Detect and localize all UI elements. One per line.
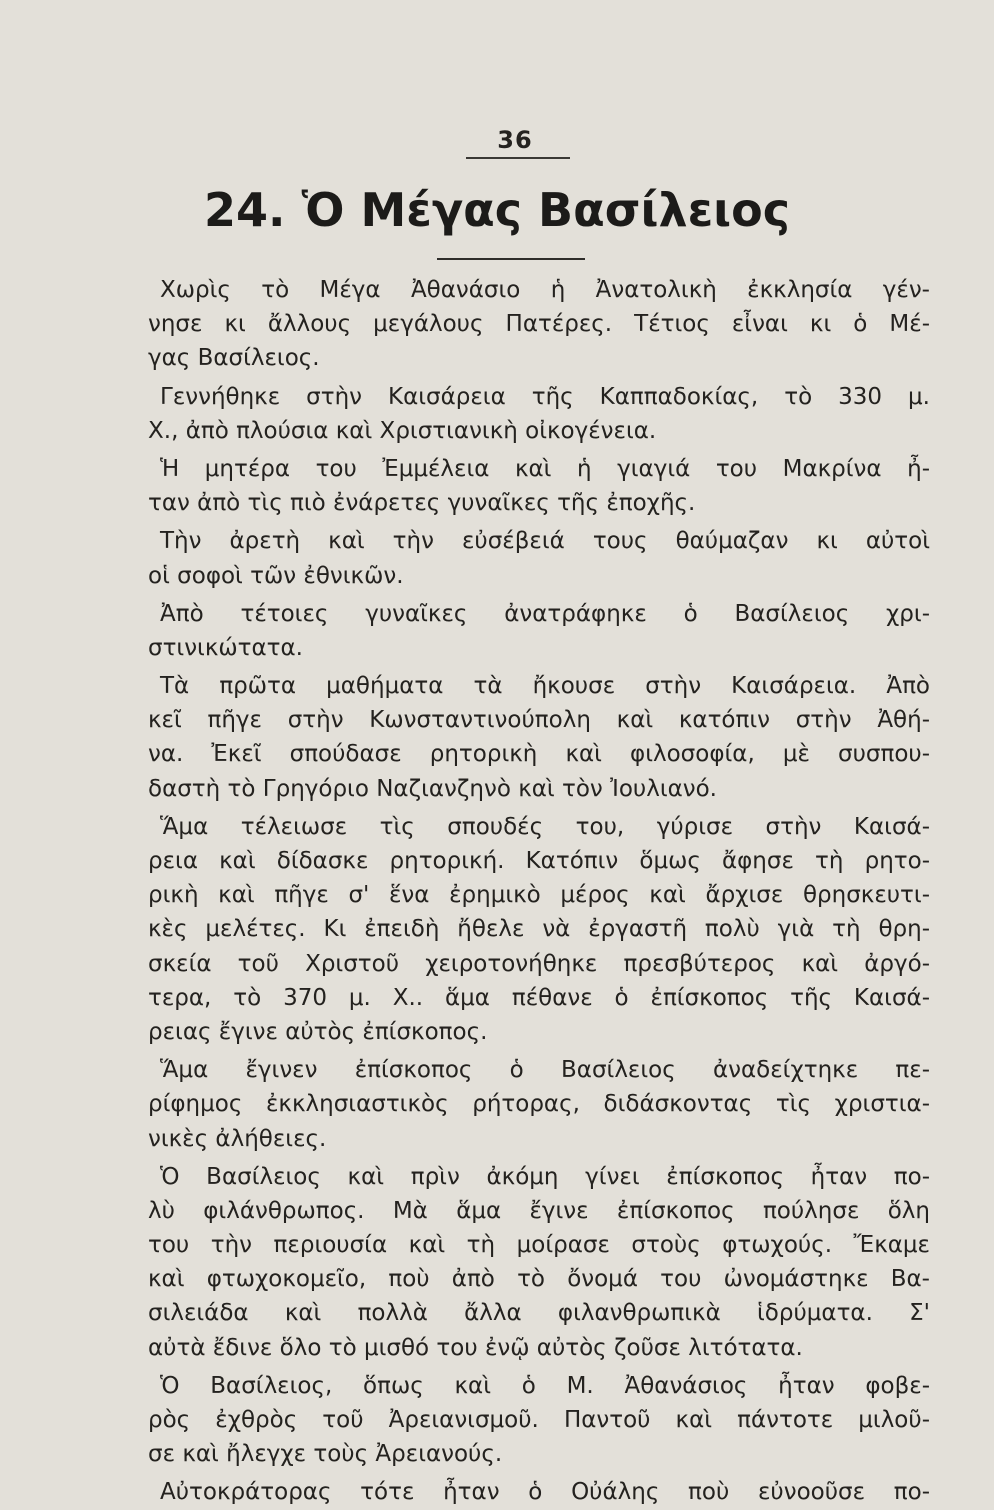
text-line: Αὐτοκράτορας τότε ἦταν ὁ Οὐάλης ποὺ εὐνοοῦσε πο- — [160, 1479, 930, 1506]
paragraph — [148, 1053, 930, 1156]
paragraph — [148, 1369, 930, 1472]
text-line: Ἀπὸ τέτοιες γυναῖκες ἀνατράφηκε ὁ Βασίλειος χρι- — [160, 600, 930, 627]
text-line: ρειας ἔγινε αὐτὸς ἐπίσκοπος. — [148, 1018, 488, 1045]
text-line: σε καὶ ἤλεγχε τοὺς Ἀρειανούς. — [148, 1441, 503, 1468]
paragraph — [148, 810, 930, 1049]
text-line: ρικὴ καὶ πῆγε σ' ἕνα ἐρημικὸ μέρος καὶ ἄρχισε θρησκευτι- — [148, 882, 930, 909]
text-line: κὲς μελέτες. Κι ἐπειδὴ ἤθελε νὰ ἐργαστῆ πολὺ γιὰ τὴ θρη- — [148, 916, 930, 943]
paragraph — [148, 524, 930, 592]
text-line: ταν ἀπὸ τὶς πιὸ ἐνάρετες γυναῖκες τῆς ἐποχῆς. — [148, 490, 696, 517]
text-line: Ἅμα ἔγινεν ἐπίσκοπος ὁ Βασίλειος ἀναδείχτηκε πε- — [160, 1057, 930, 1084]
text-line: λὺ φιλάνθρωπος. Μὰ ἅμα ἔγινε ἐπίσκοπος πούλησε ὅλη — [148, 1197, 930, 1224]
text-line: Γεννήθηκε στὴν Καισάρεια τῆς Καππαδοκίας, τὸ 330 μ. — [160, 383, 930, 410]
text-line: ρεια καὶ δίδασκε ρητορική. Κατόπιν ὅμως ἄφησε τὴ ρητο- — [148, 848, 930, 874]
page-number: 36 — [497, 126, 533, 154]
text-line: ρίφημος ἐκκλησιαστικὸς ρήτορας, διδάσκοντας τὶς χριστια- — [148, 1091, 930, 1118]
text-line: του τὴν περιουσία καὶ τὴ μοίρασε στοὺς φτωχούς. Ἔκαμε — [148, 1232, 930, 1259]
text-line: στινικώτατα. — [148, 634, 303, 661]
text-line: Χωρὶς τὸ Μέγα Ἀθανάσιο ἡ Ἀνατολικὴ ἐκκλησία γέν- — [160, 277, 930, 303]
text-line: ρὸς ἐχθρὸς τοῦ Ἀρειανισμοῦ. Παντοῦ καὶ πάντοτε μιλοῦ- — [148, 1407, 930, 1433]
text-line: καὶ φτωχοκομεῖο, ποὺ ἀπὸ τὸ ὄνομά του ὠνομάστηκε Βα- — [148, 1266, 930, 1293]
paragraph — [148, 669, 930, 806]
paragraph — [148, 273, 930, 376]
title-rule — [437, 258, 585, 260]
paragraph — [148, 452, 930, 520]
text-line: αὐτὰ ἔδινε ὅλο τὸ μισθό του ἐνῷ αὐτὸς ζοῦσε λιτότατα. — [148, 1334, 803, 1361]
paragraph — [148, 380, 930, 448]
text-line: Τὰ πρῶτα μαθήματα τὰ ἤκουσε στὴν Καισάρεια. Ἀπὸ — [160, 673, 930, 700]
paragraph — [148, 1475, 930, 1509]
chapter-title: 24. Ὁ Μέγας Βασίλειος — [204, 183, 790, 237]
page-number-rule — [466, 157, 570, 159]
text-line: Ἅμα τέλειωσε τὶς σπουδές του, γύρισε στὴν Καισά- — [160, 813, 930, 840]
body-text — [148, 273, 930, 1510]
paragraph — [148, 597, 930, 665]
text-line: τερα, τὸ 370 μ. Χ.. ἅμα πέθανε ὁ ἐπίσκοπος τῆς Καισά- — [148, 984, 930, 1011]
text-line: Χ., ἀπὸ πλούσια καὶ Χριστιανικὴ οἰκογένεια. — [148, 417, 657, 444]
text-line: κεῖ πῆγε στὴν Κωνσταντινούπολη καὶ κατόπιν στὴν Ἀθή- — [148, 707, 930, 734]
text-line: σκεία τοῦ Χριστοῦ χειροτονήθηκε πρεσβύτερος καὶ ἀργό- — [148, 950, 930, 977]
text-line: γας Βασίλειος. — [148, 345, 320, 372]
text-line: να. Ἐκεῖ σπούδασε ρητορικὴ καὶ φιλοσοφία, μὲ συσπου- — [148, 741, 930, 768]
paragraph — [148, 1160, 930, 1365]
text-line: νικὲς ἀλήθειες. — [148, 1125, 327, 1152]
text-line: νησε κι ἄλλους μεγάλους Πατέρες. Τέτιος εἶναι κι ὁ Μέ- — [148, 311, 930, 338]
text-line: δαστὴ τὸ Γρηγόριο Ναζιανζηνὸ καὶ τὸν Ἰουλιανό. — [148, 775, 717, 802]
text-line: οἱ σοφοὶ τῶν ἐθνικῶν. — [148, 562, 404, 589]
text-line: Τὴν ἀρετὴ καὶ τὴν εὐσέβειά τους θαύμαζαν κι αὐτοὶ — [160, 528, 930, 555]
text-line: Ὁ Βασίλειος καὶ πρὶν ἀκόμη γίνει ἐπίσκοπος ἦταν πο- — [160, 1163, 930, 1190]
text-line: Ὁ Βασίλειος, ὅπως καὶ ὁ Μ. Ἀθανάσιος ἦταν φοβε- — [160, 1372, 930, 1399]
text-line: σιλειάδα καὶ πολλὰ ἄλλα φιλανθρωπικὰ ἱδρύματα. Σ' — [148, 1300, 930, 1327]
text-line: Ἡ μητέρα του Ἐμμέλεια καὶ ἡ γιαγιά του Μακρίνα ἦ- — [160, 455, 930, 482]
